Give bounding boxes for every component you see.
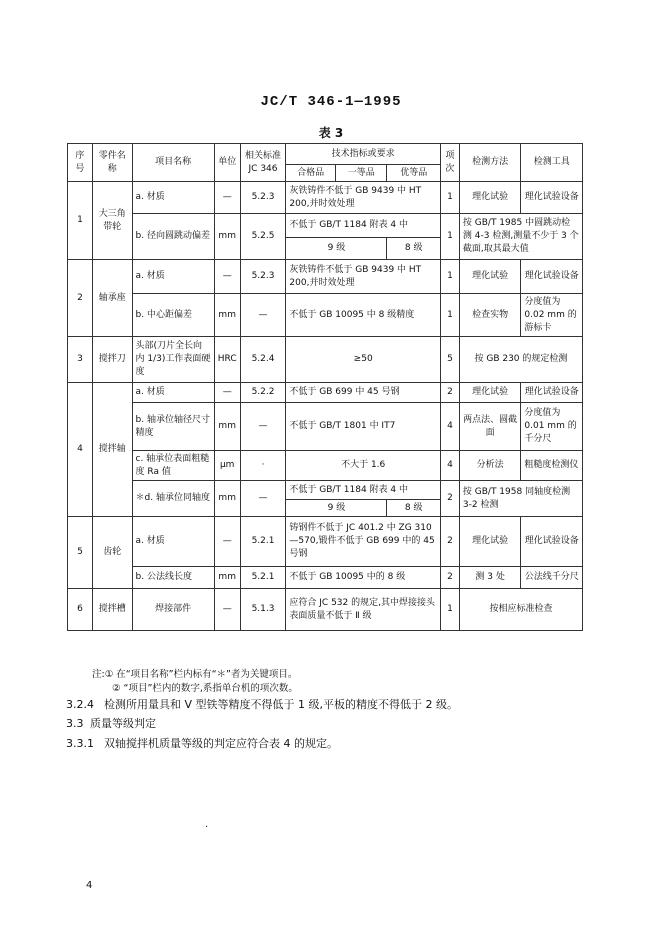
row-item: b. 公法线长度 bbox=[132, 567, 214, 589]
row-item: 焊接部件 bbox=[132, 589, 214, 631]
row-tool: 理化试验设备 bbox=[521, 517, 583, 567]
section-number: 3.3.1 bbox=[66, 737, 94, 750]
row-standard: · bbox=[240, 451, 286, 481]
table-row bbox=[68, 294, 583, 337]
table-title: 表 3 bbox=[318, 126, 344, 140]
row-part: 齿轮 bbox=[92, 517, 132, 589]
row-method: 测 3 处 bbox=[459, 567, 521, 589]
row-unit: mm bbox=[214, 294, 240, 337]
table-row bbox=[68, 383, 583, 403]
row-requirement: ≥50 bbox=[286, 337, 441, 383]
row-count: 2 bbox=[440, 567, 459, 589]
note-1-text: ① 在“项目名称”栏内标有“＊”者为关键项目。 bbox=[104, 669, 298, 680]
note-1 bbox=[92, 668, 298, 682]
row-tool: 公法线千分尺 bbox=[521, 567, 583, 589]
row-count: 1 bbox=[440, 589, 459, 631]
table-row bbox=[68, 589, 583, 631]
row-method: 理化试验 bbox=[459, 260, 521, 294]
row-count: 1 bbox=[440, 182, 459, 214]
page-number: 4 bbox=[86, 880, 93, 891]
row-method: 两点法、圆截面 bbox=[459, 403, 521, 451]
table-header-row bbox=[68, 144, 583, 165]
table-row bbox=[68, 403, 583, 451]
scan-speck: · bbox=[205, 822, 209, 833]
col-first: 一等品 bbox=[335, 165, 387, 182]
row-method: 理化试验 bbox=[459, 517, 521, 567]
row-tool: 理化试验设备 bbox=[521, 383, 583, 403]
row-standard: 5.2.1 bbox=[240, 567, 286, 589]
row-count: 2 bbox=[440, 383, 459, 403]
paragraph-3-3-1 bbox=[66, 736, 338, 752]
standard-header: JC/T 346-1—1995 bbox=[260, 94, 402, 110]
row-part: 大三角带轮 bbox=[92, 182, 132, 260]
col-standard: 相关标准 JC 346 bbox=[240, 144, 286, 182]
row-requirement: 不大于 1.6 bbox=[286, 451, 441, 481]
row-requirement: 不低于 GB 10095 中的 8 级 bbox=[286, 567, 441, 589]
row-method: 理化试验 bbox=[459, 182, 521, 214]
row-requirement: 不低于 GB/T 1801 中 IT7 bbox=[286, 403, 441, 451]
paragraph-3-3 bbox=[66, 716, 156, 732]
col-method: 检测方法 bbox=[459, 144, 521, 182]
row-item: b. 轴承位轴径尺寸精度 bbox=[132, 403, 214, 451]
row-unit: — bbox=[214, 383, 240, 403]
section-number: 3.3 bbox=[66, 717, 84, 730]
row-method-tool: 按相应标准检查 bbox=[459, 589, 582, 631]
row-standard: 5.2.3 bbox=[240, 260, 286, 294]
section-number: 3.2.4 bbox=[66, 698, 94, 711]
row-part: 搅拌轴 bbox=[92, 383, 132, 517]
row-standard: — bbox=[240, 481, 286, 517]
table-row bbox=[68, 337, 583, 383]
row-count: 2 bbox=[440, 517, 459, 567]
row-item: ＊d. 轴承位同轴度 bbox=[132, 481, 214, 517]
row-item: a. 材质 bbox=[132, 383, 214, 403]
col-count: 项次 bbox=[440, 144, 459, 182]
row-part: 轴承座 bbox=[92, 260, 132, 337]
row-item: b. 中心距偏差 bbox=[132, 294, 214, 337]
col-item: 项目名称 bbox=[132, 144, 214, 182]
row-standard: 5.2.3 bbox=[240, 182, 286, 214]
row-requirement: 铸钢件不低于 JC 401.2 中 ZG 310—570,锻件不低于 GB 699 中的 45 号钢 bbox=[286, 517, 441, 567]
row-requirement: 不低于 GB/T 1184 附表 4 中 bbox=[286, 214, 441, 238]
row-requirement: 不低于 GB 10095 中 8 级精度 bbox=[286, 294, 441, 337]
row-requirement: 应符合 JC 532 的规定,其中焊接接头表面质量不低于 Ⅱ 级 bbox=[286, 589, 441, 631]
table-row bbox=[68, 451, 583, 481]
row-tool: 分度值为 0.02 mm 的游标卡 bbox=[521, 294, 583, 337]
row-method: 理化试验 bbox=[459, 383, 521, 403]
row-item: 头部(刀片全长向内 1/3)工作表面硬度 bbox=[132, 337, 214, 383]
row-method-tool: 按 GB/T 1985 中圆跳动检测 4-3 检测,测量不少于 3 个截面,取其最大值 bbox=[459, 214, 582, 260]
row-standard: 5.2.4 bbox=[240, 337, 286, 383]
row-standard: 5.2.1 bbox=[240, 517, 286, 567]
row-method-tool: 按 GB 230 的规定检测 bbox=[459, 337, 582, 383]
row-standard: — bbox=[240, 294, 286, 337]
row-item: c. 轴承位表面粗糙度 Ra 值 bbox=[132, 451, 214, 481]
col-part: 零件名称 bbox=[92, 144, 132, 182]
row-count: 1 bbox=[440, 294, 459, 337]
row-requirement: 灰铁铸件不低于 GB 9439 中 HT 200,并时效处理 bbox=[286, 182, 441, 214]
table-notes bbox=[92, 668, 298, 696]
col-premium: 优等品 bbox=[387, 165, 440, 182]
table-row bbox=[68, 481, 583, 500]
row-unit: — bbox=[214, 589, 240, 631]
row-item: b. 径向圆跳动偏差 bbox=[132, 214, 214, 260]
row-no: 6 bbox=[68, 589, 93, 631]
row-count: 4 bbox=[440, 403, 459, 451]
row-tool: 理化试验设备 bbox=[521, 260, 583, 294]
row-no: 2 bbox=[68, 260, 93, 337]
row-count: 1 bbox=[440, 214, 459, 260]
paragraph-3-2-4 bbox=[66, 697, 458, 713]
row-no: 1 bbox=[68, 182, 93, 260]
row-unit: — bbox=[214, 182, 240, 214]
row-standard: — bbox=[240, 403, 286, 451]
table-row bbox=[68, 182, 583, 214]
col-tech: 技术指标或要求 bbox=[286, 144, 441, 165]
row-unit: mm bbox=[214, 403, 240, 451]
table-row bbox=[68, 567, 583, 589]
row-tool: 粗糙度检测仪 bbox=[521, 451, 583, 481]
row-standard: 5.2.5 bbox=[240, 214, 286, 260]
grade-first: 8 级 bbox=[387, 238, 440, 260]
row-no: 4 bbox=[68, 383, 93, 517]
col-unit: 单位 bbox=[214, 144, 240, 182]
col-tool: 检测工具 bbox=[521, 144, 583, 182]
row-item: a. 材质 bbox=[132, 182, 214, 214]
row-item: a. 材质 bbox=[132, 260, 214, 294]
row-requirement: 不低于 GB 699 中 45 号钢 bbox=[286, 383, 441, 403]
table-row bbox=[68, 214, 583, 238]
row-part: 搅拌槽 bbox=[92, 589, 132, 631]
row-unit: mm bbox=[214, 481, 240, 517]
row-tool: 理化试验设备 bbox=[521, 182, 583, 214]
row-count: 2 bbox=[440, 481, 459, 517]
row-item: a. 材质 bbox=[132, 517, 214, 567]
row-unit: — bbox=[214, 517, 240, 567]
row-count: 1 bbox=[440, 260, 459, 294]
section-text: 质量等级判定 bbox=[90, 717, 156, 730]
table-row bbox=[68, 260, 583, 294]
section-text: 检测所用量具和 V 型铁等精度不得低于 1 级,平板的精度不得低于 2 级。 bbox=[104, 698, 458, 711]
row-requirement: 灰铁铸件不低于 GB 9439 中 HT 200,并时效处理 bbox=[286, 260, 441, 294]
row-standard: 5.2.2 bbox=[240, 383, 286, 403]
col-qualified: 合格品 bbox=[286, 165, 336, 182]
row-method: 分析法 bbox=[459, 451, 521, 481]
note-label: 注: bbox=[92, 669, 105, 680]
grade-qualified: 9 级 bbox=[286, 500, 387, 517]
row-unit: μm bbox=[214, 451, 240, 481]
row-unit: — bbox=[214, 260, 240, 294]
col-no: 序号 bbox=[68, 144, 93, 182]
row-tool: 分度值为 0.01 mm 的千分尺 bbox=[521, 403, 583, 451]
row-count: 5 bbox=[440, 337, 459, 383]
spec-table bbox=[67, 143, 583, 631]
grade-qualified: 9 级 bbox=[286, 238, 387, 260]
row-part: 搅拌刀 bbox=[92, 337, 132, 383]
row-method-tool: 按 GB/T 1958 同轴度检测 3-2 检测 bbox=[459, 481, 582, 517]
row-unit: HRC bbox=[214, 337, 240, 383]
row-requirement: 不低于 GB/T 1184 附表 4 中 bbox=[286, 481, 441, 500]
row-no: 5 bbox=[68, 517, 93, 589]
row-unit: mm bbox=[214, 214, 240, 260]
row-unit: mm bbox=[214, 567, 240, 589]
note-2: ② “项目”栏内的数字,系指单台机的项次数。 bbox=[112, 683, 298, 694]
section-text: 双轴搅拌机质量等级的判定应符合表 4 的规定。 bbox=[104, 737, 338, 750]
row-no: 3 bbox=[68, 337, 93, 383]
row-count: 4 bbox=[440, 451, 459, 481]
table-row bbox=[68, 517, 583, 567]
row-standard: 5.1.3 bbox=[240, 589, 286, 631]
grade-first: 8 级 bbox=[387, 500, 440, 517]
row-method: 检查实物 bbox=[459, 294, 521, 337]
